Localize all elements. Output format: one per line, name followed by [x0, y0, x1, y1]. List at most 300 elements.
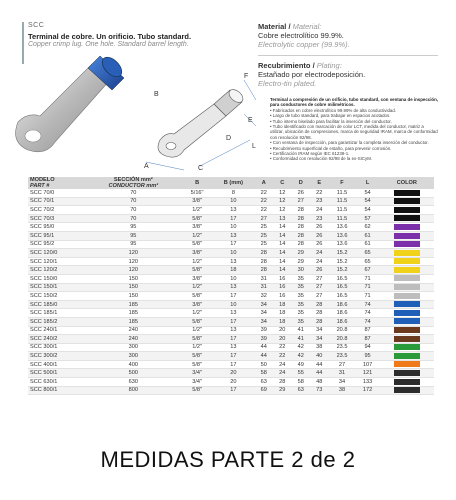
note-item: • Con ventana de inspección, para garantizar la completa inserción del conductor.	[270, 140, 429, 146]
table-row	[28, 197, 434, 206]
note-item: • Tubo interno biselado para facilitar la inserción del conductor.	[270, 118, 392, 124]
cell-s: 300	[85, 343, 182, 352]
cell-b: 5/8"	[182, 317, 213, 326]
cell-b: 1/2"	[182, 231, 213, 240]
cell-d: 35	[292, 317, 311, 326]
cell-e: 22	[310, 189, 329, 197]
cell-a: 22	[254, 189, 273, 197]
cell-f: 18.6	[329, 309, 356, 318]
cell-s: 95	[85, 240, 182, 249]
note-item: • Recubrimiento superficial de estaño, para prevenir corrosión.	[270, 145, 392, 151]
cell-l: 71	[355, 283, 379, 292]
col-a: A	[254, 177, 273, 189]
cell-a: 22	[254, 206, 273, 215]
material-section	[258, 22, 438, 94]
color-swatch	[394, 233, 420, 239]
color-swatch	[394, 198, 420, 204]
cell-s: 150	[85, 283, 182, 292]
cell-l: 95	[355, 352, 379, 361]
cell-b: 5/8"	[182, 266, 213, 275]
cell-a: 34	[254, 317, 273, 326]
cell-color	[380, 343, 434, 352]
cell-color	[380, 326, 434, 335]
table-row	[28, 206, 434, 215]
cell-d: 41	[292, 326, 311, 335]
table-row	[28, 360, 434, 369]
cell-d: 63	[292, 386, 311, 395]
cell-d: 42	[292, 343, 311, 352]
cell-c: 18	[273, 309, 292, 318]
cell-l: 74	[355, 309, 379, 318]
cell-c: 18	[273, 300, 292, 309]
cell-l: 62	[355, 223, 379, 232]
color-swatch	[394, 336, 420, 342]
cell-e: 24	[310, 257, 329, 266]
cell-e: 24	[310, 206, 329, 215]
cell-l: 54	[355, 197, 379, 206]
table-row	[28, 223, 434, 232]
cell-b: 3/4"	[182, 369, 213, 378]
table-row	[28, 283, 434, 292]
cell-d: 26	[292, 189, 311, 197]
cell-e: 24	[310, 249, 329, 258]
cell-d: 41	[292, 335, 311, 344]
cell-s: 95	[85, 223, 182, 232]
cell-c: 16	[273, 283, 292, 292]
cell-m: SCC 185/2	[28, 317, 85, 326]
cell-a: 50	[254, 360, 273, 369]
cell-e: 44	[310, 369, 329, 378]
cell-b: 3/8"	[182, 300, 213, 309]
cell-a: 25	[254, 223, 273, 232]
cell-c: 14	[273, 266, 292, 275]
cell-a: 39	[254, 335, 273, 344]
cell-f: 11.5	[329, 197, 356, 206]
cell-b: 1/2"	[182, 283, 213, 292]
col-model: MODELO PART #	[28, 177, 85, 189]
table-row	[28, 326, 434, 335]
cell-e: 28	[310, 300, 329, 309]
dim-label-e: E	[248, 117, 253, 124]
notes-title: Terminal a compresión de un orificio, tubo standard, con ventana de inspección, para conductores de cobre milimétricos.	[270, 97, 439, 108]
cell-e: 28	[310, 309, 329, 318]
col-b: B	[182, 177, 213, 189]
cell-bmm: 17	[212, 214, 254, 223]
color-swatch	[394, 190, 420, 196]
col-d: D	[292, 177, 311, 189]
cell-c: 20	[273, 326, 292, 335]
cell-e: 26	[310, 266, 329, 275]
cell-m: SCC 150/0	[28, 274, 85, 283]
cell-bmm: 13	[212, 257, 254, 266]
cell-b: 1/2"	[182, 257, 213, 266]
cell-c: 13	[273, 214, 292, 223]
table-header-row	[28, 177, 434, 189]
col-e: E	[310, 177, 329, 189]
dim-label-c: C	[198, 165, 204, 172]
cell-e: 26	[310, 240, 329, 249]
table-row	[28, 300, 434, 309]
cell-bmm: 10	[212, 274, 254, 283]
product-code: SCC	[28, 22, 45, 29]
table-row	[28, 352, 434, 361]
cell-color	[380, 317, 434, 326]
cell-c: 12	[273, 206, 292, 215]
cell-a: 28	[254, 257, 273, 266]
cell-m: SCC 95/2	[28, 240, 85, 249]
cell-b: 5/8"	[182, 292, 213, 301]
cell-bmm: 13	[212, 343, 254, 352]
dim-label-d: D	[226, 135, 232, 142]
cell-s: 300	[85, 352, 182, 361]
cell-l: 87	[355, 335, 379, 344]
cell-f: 15.2	[329, 266, 356, 275]
table-row	[28, 369, 434, 378]
cell-f: 13.6	[329, 231, 356, 240]
cell-b: 5/8"	[182, 360, 213, 369]
table-row	[28, 343, 434, 352]
cell-c: 16	[273, 292, 292, 301]
cell-b: 1/2"	[182, 326, 213, 335]
color-swatch	[394, 258, 420, 264]
cell-bmm: 17	[212, 360, 254, 369]
cell-e: 48	[310, 378, 329, 387]
cell-color	[380, 369, 434, 378]
cell-d: 28	[292, 206, 311, 215]
cell-e: 23	[310, 197, 329, 206]
cell-e: 34	[310, 326, 329, 335]
cell-l: 94	[355, 343, 379, 352]
table-row	[28, 274, 434, 283]
color-swatch	[394, 353, 420, 359]
cell-color	[380, 214, 434, 223]
cell-d: 27	[292, 197, 311, 206]
cell-e: 28	[310, 317, 329, 326]
cell-s: 70	[85, 214, 182, 223]
cell-b: 3/8"	[182, 249, 213, 258]
cell-s: 95	[85, 231, 182, 240]
cell-color	[380, 249, 434, 258]
cell-c: 20	[273, 335, 292, 344]
cell-s: 240	[85, 326, 182, 335]
cell-e: 34	[310, 335, 329, 344]
cell-bmm: 20	[212, 378, 254, 387]
note-item: • Certificación IRAM según IEC 61238-1.	[270, 151, 350, 157]
material-label: Material / Material:	[258, 22, 322, 31]
cell-s: 500	[85, 369, 182, 378]
cell-m: SCC 630/1	[28, 378, 85, 387]
cell-e: 23	[310, 214, 329, 223]
cell-m: SCC 70/2	[28, 206, 85, 215]
cell-d: 42	[292, 352, 311, 361]
table-row	[28, 231, 434, 240]
cell-d: 28	[292, 240, 311, 249]
cell-a: 27	[254, 214, 273, 223]
cell-bmm: 18	[212, 266, 254, 275]
cell-c: 22	[273, 352, 292, 361]
cell-s: 185	[85, 300, 182, 309]
cell-a: 25	[254, 240, 273, 249]
cell-a: 34	[254, 300, 273, 309]
cell-l: 65	[355, 257, 379, 266]
cell-a: 25	[254, 231, 273, 240]
cell-e: 27	[310, 274, 329, 283]
color-swatch	[394, 267, 420, 273]
cell-f: 16.5	[329, 274, 356, 283]
cell-color	[380, 292, 434, 301]
cell-e: 40	[310, 352, 329, 361]
table-row	[28, 317, 434, 326]
cell-l: 61	[355, 231, 379, 240]
plating-value-en: Electro-tin plated.	[258, 79, 317, 88]
cell-s: 150	[85, 292, 182, 301]
cell-d: 29	[292, 249, 311, 258]
cell-e: 26	[310, 231, 329, 240]
cell-l: 133	[355, 378, 379, 387]
cell-m: SCC 185/1	[28, 309, 85, 318]
cell-m: SCC 120/2	[28, 266, 85, 275]
cell-a: 32	[254, 292, 273, 301]
cell-d: 58	[292, 378, 311, 387]
cell-b: 1/2"	[182, 343, 213, 352]
cell-b: 1/2"	[182, 206, 213, 215]
cell-a: 58	[254, 369, 273, 378]
cell-c: 22	[273, 343, 292, 352]
cell-e: 73	[310, 386, 329, 395]
cell-d: 30	[292, 266, 311, 275]
product-notes	[270, 97, 438, 162]
cell-s: 150	[85, 274, 182, 283]
col-c: C	[273, 177, 292, 189]
table-row	[28, 292, 434, 301]
cell-bmm: 10	[212, 223, 254, 232]
col-bmm: B (mm)	[212, 177, 254, 189]
cell-e: 26	[310, 223, 329, 232]
cell-s: 70	[85, 197, 182, 206]
note-item: • Conformidad con resolución 92/98 de la ex-SICyM.	[270, 156, 373, 162]
cell-a: 22	[254, 197, 273, 206]
cell-c: 14	[273, 257, 292, 266]
cell-a: 63	[254, 378, 273, 387]
color-swatch	[394, 207, 420, 213]
cell-f: 20.8	[329, 326, 356, 335]
cell-bmm: 10	[212, 197, 254, 206]
table-row	[28, 257, 434, 266]
cell-d: 35	[292, 292, 311, 301]
cell-bmm: 17	[212, 386, 254, 395]
cell-f: 13.6	[329, 223, 356, 232]
cell-c: 24	[273, 360, 292, 369]
table-row	[28, 378, 434, 387]
cell-m: SCC 70/1	[28, 197, 85, 206]
dimensions-table	[28, 177, 434, 395]
cell-m: SCC 150/1	[28, 283, 85, 292]
col-color: COLOR	[380, 177, 434, 189]
cell-bmm: 17	[212, 240, 254, 249]
color-swatch	[394, 387, 420, 393]
table-row	[28, 240, 434, 249]
color-swatch	[394, 370, 420, 376]
cell-m: SCC 240/2	[28, 335, 85, 344]
cell-d: 35	[292, 274, 311, 283]
cell-l: 74	[355, 317, 379, 326]
cell-color	[380, 352, 434, 361]
color-swatch	[394, 275, 420, 281]
cell-m: SCC 300/1	[28, 343, 85, 352]
cell-c: 29	[273, 386, 292, 395]
cell-f: 38	[329, 386, 356, 395]
note-item: • Largo de tubo standard, para trabajar en espacios acotados.	[270, 113, 391, 119]
table-body	[28, 189, 434, 395]
cell-c: 14	[273, 249, 292, 258]
cell-f: 34	[329, 378, 356, 387]
cell-m: SCC 95/1	[28, 231, 85, 240]
cell-bmm: 17	[212, 335, 254, 344]
dimension-diagram	[140, 70, 265, 175]
cell-f: 11.5	[329, 214, 356, 223]
cell-m: SCC 120/1	[28, 257, 85, 266]
cell-m: SCC 70/0	[28, 189, 85, 197]
cell-c: 16	[273, 274, 292, 283]
cell-a: 31	[254, 283, 273, 292]
color-swatch	[394, 310, 420, 316]
cell-color	[380, 189, 434, 197]
cell-m: SCC 240/1	[28, 326, 85, 335]
dim-label-f: F	[244, 73, 249, 80]
cell-f: 15.2	[329, 257, 356, 266]
note-item: • Tubo identificado con marcación de color LCT, medida del conductor, matriz a utilizar, ubicación de compresiones, marca de seguridad IRAM, marca de conformidad con resolución 92/98.	[270, 124, 438, 140]
cell-b: 1/2"	[182, 309, 213, 318]
cell-b: 5/8"	[182, 335, 213, 344]
cell-color	[380, 223, 434, 232]
cell-f: 27	[329, 360, 356, 369]
cell-b: 3/8"	[182, 274, 213, 283]
product-title-es: Terminal de cobre. Un orificio. Tubo standard.	[28, 32, 192, 41]
cell-f: 11.5	[329, 189, 356, 197]
cell-d: 28	[292, 214, 311, 223]
cell-s: 185	[85, 317, 182, 326]
cell-m: SCC 500/1	[28, 369, 85, 378]
table-row	[28, 249, 434, 258]
cell-d: 29	[292, 257, 311, 266]
cell-b: 3/8"	[182, 197, 213, 206]
color-swatch	[394, 241, 420, 247]
dim-label-l: L	[252, 143, 256, 150]
dim-label-b: B	[154, 91, 159, 98]
cell-e: 38	[310, 343, 329, 352]
cell-s: 800	[85, 386, 182, 395]
cell-e: 27	[310, 292, 329, 301]
cell-l: 74	[355, 300, 379, 309]
material-value-en: Electrolytic copper (99.9%).	[258, 40, 350, 49]
cell-a: 69	[254, 386, 273, 395]
cell-m: SCC 800/1	[28, 386, 85, 395]
color-swatch	[394, 327, 420, 333]
cell-f: 23.5	[329, 343, 356, 352]
cell-f: 11.5	[329, 206, 356, 215]
cell-e: 27	[310, 283, 329, 292]
color-swatch	[394, 318, 420, 324]
cell-bmm: 13	[212, 231, 254, 240]
color-swatch	[394, 215, 420, 221]
cell-s: 240	[85, 335, 182, 344]
color-swatch	[394, 284, 420, 290]
cell-a: 31	[254, 274, 273, 283]
cell-c: 12	[273, 197, 292, 206]
cell-m: SCC 95/0	[28, 223, 85, 232]
material-value-es: Cobre electrolítico 99.9%.	[258, 31, 344, 40]
color-swatch	[394, 361, 420, 367]
cell-s: 185	[85, 309, 182, 318]
cell-bmm: 10	[212, 249, 254, 258]
cell-bmm: 13	[212, 326, 254, 335]
cell-d: 35	[292, 309, 311, 318]
color-swatch	[394, 250, 420, 256]
color-swatch	[394, 344, 420, 350]
cell-d: 28	[292, 223, 311, 232]
cell-s: 120	[85, 249, 182, 258]
cell-f: 18.6	[329, 317, 356, 326]
cell-s: 120	[85, 266, 182, 275]
cell-bmm: 13	[212, 206, 254, 215]
divider	[258, 55, 438, 56]
cell-d: 35	[292, 300, 311, 309]
cell-s: 630	[85, 378, 182, 387]
cell-l: 172	[355, 386, 379, 395]
cell-color	[380, 240, 434, 249]
cell-c: 14	[273, 240, 292, 249]
table-row	[28, 266, 434, 275]
cell-color	[380, 360, 434, 369]
cell-c: 14	[273, 231, 292, 240]
cell-color	[380, 335, 434, 344]
cell-bmm: 17	[212, 317, 254, 326]
cell-c: 28	[273, 378, 292, 387]
dim-label-a: A	[144, 163, 149, 170]
cell-color	[380, 378, 434, 387]
cell-color	[380, 257, 434, 266]
cell-b: 5/16"	[182, 189, 213, 197]
cell-l: 71	[355, 274, 379, 283]
cell-s: 400	[85, 360, 182, 369]
cell-b: 3/4"	[182, 378, 213, 387]
cell-b: 5/8"	[182, 386, 213, 395]
cell-f: 16.5	[329, 283, 356, 292]
cell-l: 107	[355, 360, 379, 369]
cell-bmm: 13	[212, 283, 254, 292]
cell-l: 61	[355, 240, 379, 249]
cell-l: 54	[355, 206, 379, 215]
cell-b: 5/8"	[182, 240, 213, 249]
cell-s: 120	[85, 257, 182, 266]
cell-f: 23.5	[329, 352, 356, 361]
cell-m: SCC 185/0	[28, 300, 85, 309]
cell-d: 55	[292, 369, 311, 378]
cell-c: 12	[273, 189, 292, 197]
cell-l: 87	[355, 326, 379, 335]
color-swatch	[394, 301, 420, 307]
cell-bmm: 17	[212, 352, 254, 361]
footer-caption: MEDIDAS PARTE 2 de 2	[100, 447, 356, 472]
cell-color	[380, 300, 434, 309]
color-swatch	[394, 379, 420, 385]
col-l: L	[355, 177, 379, 189]
table-row	[28, 335, 434, 344]
cell-b: 3/8"	[182, 223, 213, 232]
cell-c: 14	[273, 223, 292, 232]
cell-a: 34	[254, 309, 273, 318]
cell-d: 35	[292, 283, 311, 292]
